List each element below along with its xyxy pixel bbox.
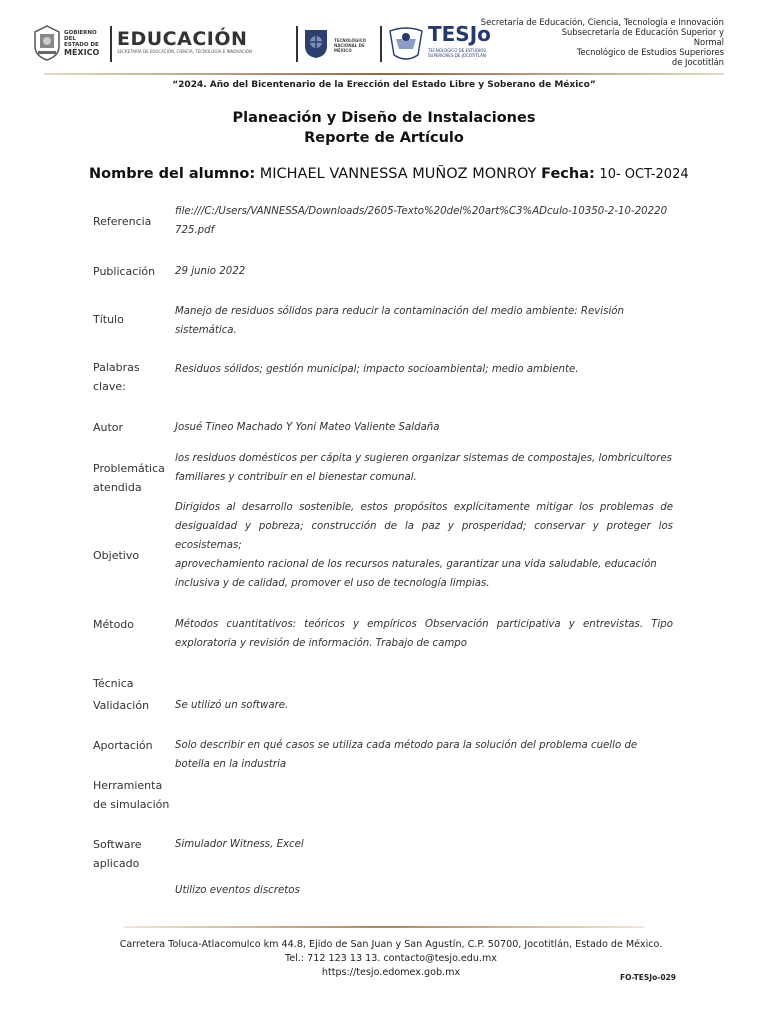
header-rule — [44, 73, 724, 75]
titulo-value: Manejo de residuos sólidos para reducir la contaminación del medio ambiente: Revisión sistemática. — [175, 306, 624, 336]
publicacion-label: Publicación — [93, 265, 156, 278]
objetivo-paragraph: Dirigidos al desarrollo sostenible, estos propósitos explícitamente mitigar los problemas de desigualdad y pobreza; construcción de la paz y prosperidad; conservar y proteger los ecosistemas; — [175, 502, 673, 551]
autor-value: Josué Tineo Machado Y Yoni Mateo Valiente Saldaña — [175, 422, 440, 433]
validacion-value: Se utilizó un software. — [175, 700, 289, 711]
extra-note: Utilizo eventos discretos — [175, 885, 300, 896]
tesjo-title: TESJo — [428, 22, 491, 46]
student-name-label: Nombre del alumno: — [89, 166, 256, 182]
herramienta-label: Herramienta de simulación — [93, 779, 170, 811]
objetivo-value — [175, 498, 673, 593]
publicacion-value: 29 junio 2022 — [175, 266, 246, 277]
aportacion-value: Solo describir en qué casos se utiliza cada método para la solución del problema cuello de botella en la industria — [175, 740, 638, 770]
header-divider — [380, 26, 382, 62]
date-value: 10- OCT-2024 — [599, 167, 689, 182]
validacion-label: Validación — [93, 699, 150, 712]
problematica-value: los residuos domésticos per cápita y sugieren organizar sistemas de compostajes, lombricultores familiares y contribuir en el bienestar comunal. — [175, 453, 672, 483]
problematica-label: Problemática atendida — [93, 462, 165, 494]
referencia-label: Referencia — [93, 215, 152, 228]
report-title: Reporte de Artículo — [304, 130, 464, 146]
header-divider — [296, 26, 298, 62]
metodo-value: Métodos cuantitativos: teóricos y empíricos Observación participativa y entrevistas. Tipo exploratoria y revisión de información. Trabajo de campo — [175, 619, 673, 649]
tecnica-label: Técnica — [93, 677, 134, 690]
footer-contact: Tel.: 712 123 13 13. contacto@tesjo.edu.mx — [284, 953, 497, 964]
date-label: Fecha: — [541, 166, 595, 182]
footer-rule — [124, 926, 644, 928]
metodo-label: Método — [93, 618, 135, 631]
palabras-clave-label: Palabras clave: — [93, 361, 140, 393]
header-divider — [110, 26, 112, 62]
referencia-value: file:///C:/Users/VANNESSA/Downloads/2605-Texto%20del%20art%C3%ADculo-10350-2-10-20220725.pdf — [175, 206, 668, 236]
objetivo-paragraph: aprovechamiento racional de los recursos naturales, garantizar una vida saludable, educación inclusiva y de calidad, promover el uso de tecnología limpias. — [175, 559, 657, 589]
palabras-clave-value: Residuos sólidos; gestión municipal; impacto socioambiental; medio ambiente. — [175, 364, 579, 375]
footer-url: https://tesjo.edomex.gob.mx — [321, 967, 461, 978]
tecnm-logo-icon — [301, 26, 331, 60]
student-line — [89, 166, 729, 182]
institution-block: Secretaría de Educación, Ciencia, Tecnología e Innovación Subsecretaría de Educación Superior y Normal Tecnológico de Estudios Superiores de Jocotitlán — [480, 17, 724, 67]
gobierno-estado-mexico-text: GOBIERNO DEL ESTADO DE MÉXICO — [64, 30, 100, 57]
aportacion-label: Aportación — [93, 739, 153, 752]
autor-label: Autor — [93, 421, 124, 434]
year-motto: “2024. Año del Bicentenario de la Erección del Estado Libre y Soberano de México” — [172, 80, 596, 90]
student-name: MICHAEL VANNESSA MUÑOZ MONROY — [259, 166, 537, 182]
form-code: FO-TESJo-029 — [620, 973, 677, 982]
course-title: Planeación y Diseño de Instalaciones — [232, 110, 536, 126]
tecnm-text: TECNOLÓGICO NACIONAL DE MÉXICO — [334, 38, 367, 53]
software-label: Software aplicado — [93, 838, 142, 870]
tesjo-emblem-icon — [386, 25, 426, 63]
objetivo-label: Objetivo — [93, 549, 140, 562]
estado-de-mexico-seal-icon — [32, 24, 62, 62]
tesjo-subtitle: TECNOLÓGICO DE ESTUDIOS SUPERIORES DE JOCOTITLÁN — [428, 48, 486, 58]
page-header — [0, 0, 768, 74]
software-value: Simulador Witness, Excel — [175, 839, 304, 850]
titulo-label: Título — [93, 313, 124, 326]
educacion-title: EDUCACIÓN — [117, 28, 248, 50]
footer-address: Carretera Toluca-Atlacomulco km 44.8, Ejido de San Juan y San Agustín, C.P. 50700, Jocotitlán, Estado de México. — [119, 939, 663, 950]
educacion-subtitle: SECRETARÍA DE EDUCACIÓN, CIENCIA, TECNOLOGÍA E INNOVACIÓN — [117, 49, 253, 54]
